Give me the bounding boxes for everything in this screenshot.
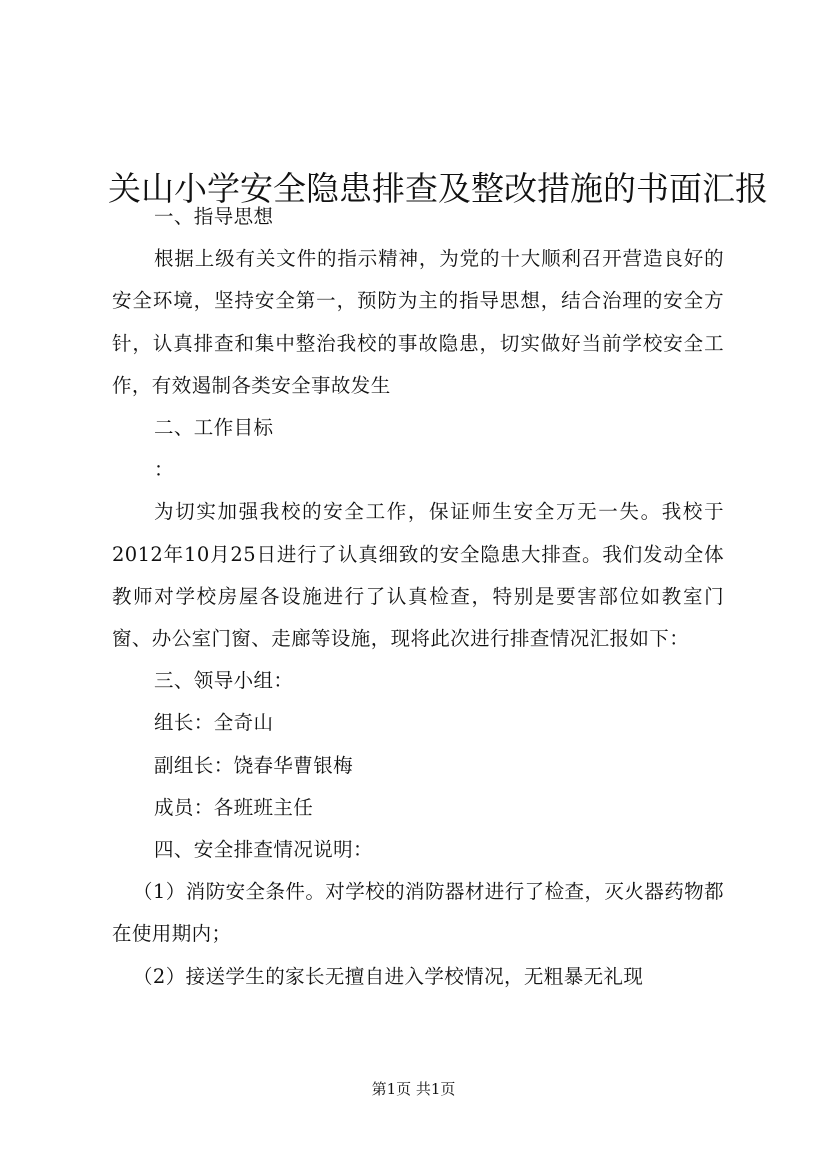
paragraph-guiding-ideology: 根据上级有关文件的指示精神，为党的十大顺利召开营造良好的安全环境，坚持安全第一，预防为主的指导思想，结合治理的安全方针，认真排查和集中整治我校的事故隐患，切实做好当前学校安全工作，有效遏制各类安全事故发生 xyxy=(112,247,724,397)
paragraph-colon: ： xyxy=(154,458,174,482)
line-members: 成员：各班班主任 xyxy=(154,795,314,819)
paragraph-parent-pickup: （2）接送学生的家长无擅自进入学校情况，无粗暴无礼现 xyxy=(133,964,644,988)
paragraph-fire-safety: （1）消防安全条件。对学校的消防器材进行了检查，灭火器药物都在使用期内； xyxy=(112,880,724,946)
document-body xyxy=(112,196,724,998)
section-heading-work-goals: 二、工作目标 xyxy=(154,416,274,440)
section-heading-leadership-group: 三、领导小组： xyxy=(154,669,294,693)
paragraph-work-goals: 为切实加强我校的安全工作，保证师生安全万无一失。我校于2012年10月25日进行了认真细致的安全隐患大排查。我们发动全体教师对学校房屋各设施进行了认真检查，特别是要害部位如教室门窗、办公室门窗、走廊等设施，现将此次进行排查情况汇报如下： xyxy=(112,500,724,651)
line-deputy-leader: 副组长：饶春华曹银梅 xyxy=(154,753,354,777)
section-heading-inspection-status: 四、安全排查情况说明： xyxy=(154,838,373,862)
section-heading-guiding-ideology: 一、指导思想 xyxy=(154,205,274,228)
document-title: 关山小学安全隐患排查及整改措施的书面汇报 xyxy=(108,169,768,209)
line-group-leader: 组长：全奇山 xyxy=(154,711,274,735)
page-footer: 第1页 共1页 xyxy=(371,1080,456,1098)
